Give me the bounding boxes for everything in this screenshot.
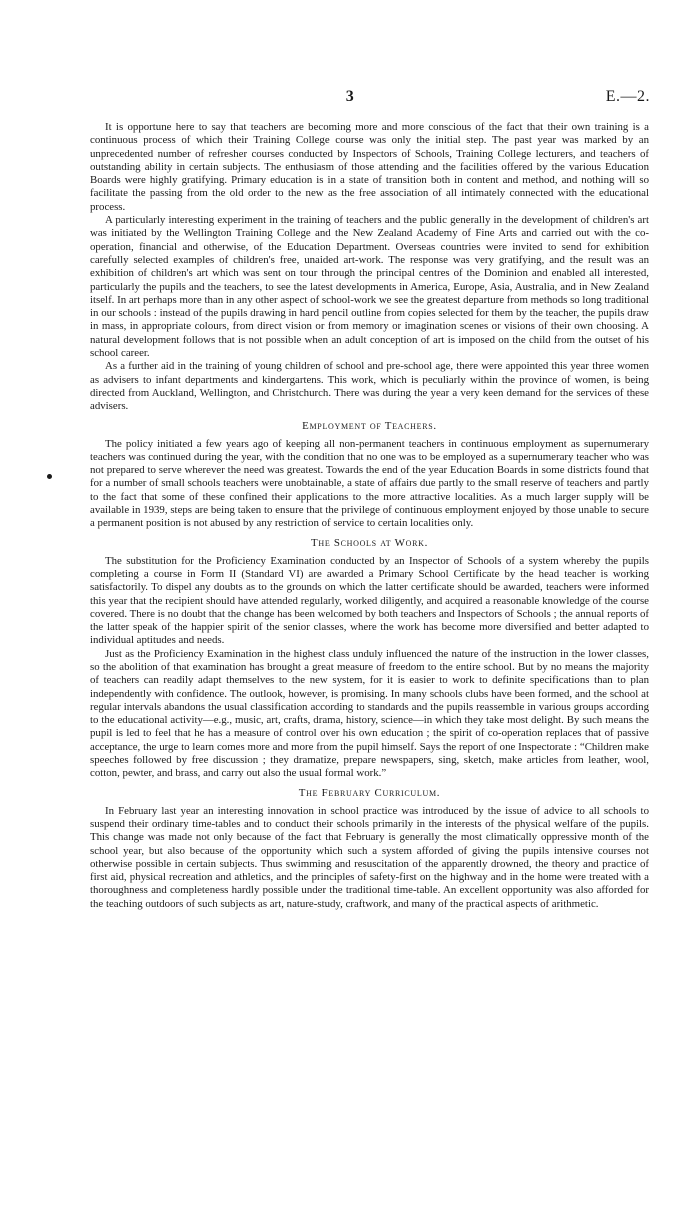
margin-bullet-mark — [47, 474, 52, 479]
heading-february-curriculum: The February Curriculum. — [298, 786, 441, 799]
paragraph-supernumerary-teachers: The policy initiated a few years ago of keeping all non-permanent teachers in continuous employment as supernumerary teachers was continued during the year, with the condition that no one was to be employed as a supernumerary teacher who was not prepared to serve wherever the need was greatest. Towards the end of the year Education Boards in some districts found that for a number of small schools teachers were unobtainable, a state of affairs due partly to the small reserve of teachers and partly to the fact that some of these confined their applications to the more attractive localities. As a much larger supply will be available in 1939, steps are being taken to ensure that the privilege of continuous employment enjoyed by those unable to secure a permanent position is not abused by any restriction of service to certain localities only. — [90, 437, 649, 530]
body-text — [90, 121, 649, 911]
page-number: 3 — [345, 88, 355, 105]
paragraph-proficiency-substitution: The substitution for the Proficiency Examination conducted by an Inspector of Schools of a system whereby the pupils completing a course in Form II (Standard VI) are awarded a Primary School Certificate by the head teacher is working satisfactorily. To dispel any doubts as to the grounds on which the latter certificate should be awarded, teachers were informed this year that the recipient should have attended regularly, worked diligently, and acquired a reasonable knowledge of the course covered. There is no doubt that the change has been welcomed by both teachers and Inspectors of Schools ; the annual reports of the latter speak of the happier spirit of the senior classes, where the work has become more diversified and better adapted to individual aptitudes and needs. — [90, 554, 649, 647]
paragraph-advisers: As a further aid in the training of young children of school and pre-school age, there were appointed this year three women as advisers to infant departments and kindergartens. This work, which is peculiarly within the province of women, is being directed from Auckland, Wellington, and Christchurch. There was during the year a very keen demand for the services of these advisers. — [90, 360, 649, 413]
heading-schools-at-work: The Schools at Work. — [310, 536, 429, 549]
heading-employment-of-teachers: Employment of Teachers. — [302, 419, 437, 432]
paragraph-childrens-art: A particularly interesting experiment in the training of teachers and the public generally in the development of children's art was initiated by the Wellington Training College and the New Zealand Academy of Fine Arts and carried out with the co-operation, financial and otherwise, of the Education Department. Overseas countries were invited to send for exhibition carefully selected examples of children's free, unaided art-work. The response was very gratifying, and the result was an exhibition of children's art which was sent on tour through the principal centres of the Dominion and enabled all interested, particularly the pupils and the teachers, to see the latest developments in America, Europe, Asia, Australia, and in New Zealand itself. In art perhaps more than in any other aspect of school-work we see the greatest departure from methods so long traditional in our schools : instead of the pupils drawing in hard pencil outline from copies selected for them by the teacher, the pupils draw in mass, in appropriate colours, from direct vision or from memory or imagination scenes or visions of their own choosing. A natural development follows that is not possible when an adult conception of art is imposed on the child from the outset of his school career. — [90, 214, 649, 360]
paragraph-teacher-training: It is opportune here to say that teachers are becoming more and more conscious of the fact that their own training is a continuous process of which their Training College course was only the initial step. The past year was marked by an unprecedented number of refresher courses conducted by Inspectors of Schools, Training College lecturers, and teachers of outstanding ability in certain subjects. The enthusiasm of those attending and the facilities offered by the various Education Boards were highly gratifying. Primary education is in a state of transition both in content and method, and nothing will so facilitate the passing from the old order to the new as the free association of all intimately connected with the educational process. — [90, 121, 649, 213]
paragraph-february-innovation: In February last year an interesting innovation in school practice was introduced by the issue of advice to all schools to suspend their ordinary time-tables and to conduct their schools primarily in the interests of the physical welfare of the pupils. This change was made not only because of the fact that February is generally the most climatically oppressive month of the school year, but also because of the opportunity which such a system afforded of giving the pupils intensive courses not otherwise possible in certain subjects. Thus swimming and resuscitation of the apparently drowned, the theory and practice of first aid, physical recreation and athletics, and the principles of safety-first on the highway and in the home were treated with a thoroughness and completeness hardly possible under the traditional time-table. An excellent opportunity was also afforded for the teaching outdoors of such subjects as art, nature-study, craftwork, and many of the practical aspects of arithmetic. — [90, 804, 649, 910]
paragraph-freedom-and-clubs: Just as the Proficiency Examination in the highest class unduly influenced the nature of the instruction in the lower classes, so the abolition of that examination has brought a great measure of freedom to the entire school. But by no means the majority of teachers can readily adapt themselves to the new system, for it is easier to work to definite specifications than to plan independently with confidence. The outlook, however, is promising. In many schools clubs have been formed, and the school at regular intervals abandons the usual classification according to standards and the pupils reassemble in various groups according to the educational activity—e.g., music, art, crafts, drama, history, science—in which they take most delight. By such means the pupil is led to feel that he has a measure of control over his own education ; the spirit of co-operation replaces that of passive acceptance, the urge to learn comes more and more from the pupil himself. Says the report of one Inspectorate : “Children make speeches followed by free discussion ; they dramatize, prepare newspapers, sing, sketch, make articles from leather, wool, cotton, pewter, and brass, and carry out also the usual formal work.” — [90, 647, 649, 780]
document-reference: E.—2. — [605, 88, 650, 105]
